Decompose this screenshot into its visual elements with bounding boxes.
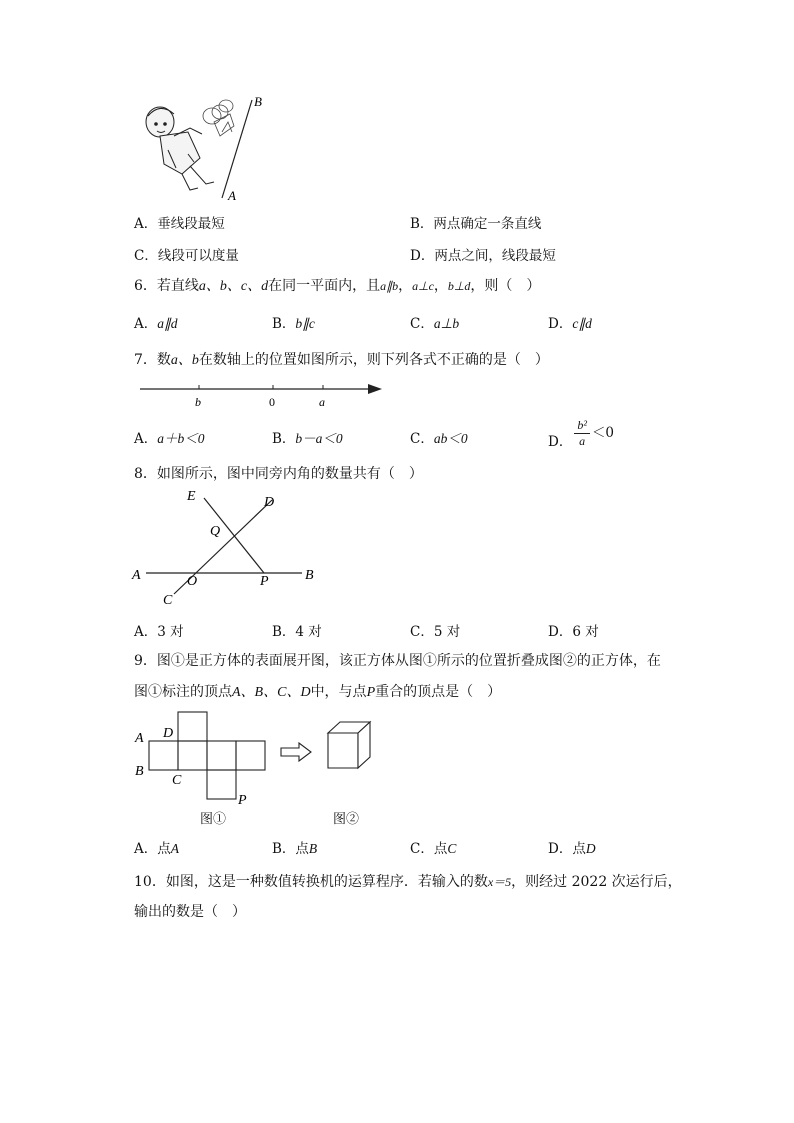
q7-axis-label-b: b [195, 395, 201, 409]
q9-fold-arrow-icon [279, 742, 313, 762]
q9-cube-figure [325, 718, 377, 774]
q9-stem-line2: 图①标注的顶点A、B、C、D中，与点P重合的顶点是（ ） [134, 684, 502, 700]
q6-option-a[interactable]: A．a∥d [134, 316, 178, 332]
q5-option-c[interactable]: C．线段可以度量 [134, 248, 239, 264]
q6-stem-pre: 若直线 [156, 278, 199, 294]
q8-label-q: Q [210, 524, 221, 539]
q6-sep-2: ， [433, 278, 448, 294]
q9-net-face-3 [207, 741, 236, 770]
q8-option-c[interactable]: C．5 对 [410, 624, 461, 640]
q7-stem-post: 在数轴上的位置如图所示，则下列各式不正确的是（ ） [198, 352, 549, 368]
q6-stem [134, 275, 540, 295]
q6-cond-1: a∥b [380, 279, 399, 293]
q7-option-a[interactable]: A．a＋b＜0 [134, 431, 205, 447]
q6-cond-3: b⊥d [447, 279, 471, 293]
q7-stem-pre: 数 [156, 352, 171, 368]
q7-option-d[interactable]: D． $\frac{\text{b²}}{a}$ ＜0 [548, 418, 615, 450]
q9-net-label-p: P [238, 793, 247, 808]
q6-option-c[interactable]: C．a⊥b [410, 316, 460, 332]
q7-stem [134, 349, 549, 369]
q6-stem-post: ，则（ ） [470, 278, 541, 294]
q8-option-a[interactable]: A．3 对 [134, 624, 184, 640]
q8-label-c: C [163, 593, 173, 608]
q9-option-a[interactable]: A．点A [134, 841, 179, 857]
q7-option-d-fraction: $\frac{\text{b²}}{a}$ [574, 418, 590, 449]
q9-caption-2: 图② [333, 812, 360, 827]
q9-net-face-top [178, 712, 207, 741]
q9-net-label-a: A [135, 731, 144, 746]
q9-net-face-4 [236, 741, 265, 770]
q8-label-b: B [305, 568, 314, 583]
q10-stem-line1: 10．如图，这是一种数值转换机的运算程序．若输入的数x＝5，则经过 2022 次运行后， [134, 874, 682, 890]
q9-option-d[interactable]: D．点D [548, 841, 596, 857]
q9-point-p: P [366, 685, 376, 700]
q8-label-d: D [264, 495, 275, 510]
q6-vars: a、b、c、d [198, 279, 269, 294]
q9-stem-line1: 9．图①是正方体的表面展开图，该正方体从图①所示的位置折叠成图②的正方体，在 [134, 653, 661, 669]
q5-option-a[interactable]: A．垂线段最短 [134, 216, 225, 232]
q7-axis-label-zero: 0 [269, 395, 275, 409]
q6-sep-1: ， [398, 278, 413, 294]
q5-line-ab [222, 100, 252, 198]
q5-label-b: B [254, 94, 262, 109]
q9-net-face-2 [178, 741, 207, 770]
q6-cond-2: a⊥c [412, 279, 434, 293]
q6-option-d[interactable]: D．c∥d [548, 316, 592, 332]
q8-label-o: O [187, 574, 198, 589]
q6-stem-mid: 在同一平面内，且 [268, 278, 381, 294]
q5-option-d[interactable]: D．两点之间，线段最短 [410, 248, 556, 264]
q9-net-label-d: D [163, 726, 174, 741]
q8-figure [130, 486, 330, 610]
q10-input-expr: x＝5 [487, 875, 512, 889]
q9-vertex-list: A、B、C、D [232, 685, 311, 700]
q10-stem-line2: 输出的数是（ ） [134, 904, 246, 920]
q5-boy-trail [203, 100, 234, 136]
q8-option-d[interactable]: D．6 对 [548, 624, 599, 640]
q7-option-c[interactable]: C．ab＜0 [410, 431, 468, 447]
q9-cube-front [328, 733, 358, 768]
q6-number: 6． [134, 278, 157, 294]
q9-net-label-b: B [135, 764, 144, 779]
q5-option-b[interactable]: B．两点确定一条直线 [410, 216, 542, 232]
q7-axis-arrow [368, 384, 382, 394]
q9-caption-1: 图① [200, 812, 227, 827]
q7-vars: a、b [170, 353, 199, 368]
q9-option-c[interactable]: C．点C [410, 841, 457, 857]
q6-option-b[interactable]: B．b∥c [272, 316, 315, 332]
q9-net-label-c: C [172, 773, 182, 788]
q8-stem: 8．如图所示，图中同旁内角的数量共有（ ） [134, 466, 423, 482]
q8-label-e: E [187, 489, 196, 504]
q8-label-a: A [132, 568, 141, 583]
q8-label-p: P [260, 574, 269, 589]
q5-label-a: A [228, 188, 236, 202]
q9-net-face-bottom [207, 770, 236, 799]
q8-option-b[interactable]: B．4 对 [272, 624, 322, 640]
q9-net-face-1 [149, 741, 178, 770]
q9-net-figure [130, 708, 280, 808]
q7-option-b[interactable]: B．b－a＜0 [272, 431, 343, 447]
q5-figure [130, 92, 270, 202]
q7-number: 7． [134, 352, 157, 368]
q7-number-line [136, 378, 386, 410]
q9-option-b[interactable]: B．点B [272, 841, 318, 857]
q7-axis-label-a: a [319, 395, 325, 409]
